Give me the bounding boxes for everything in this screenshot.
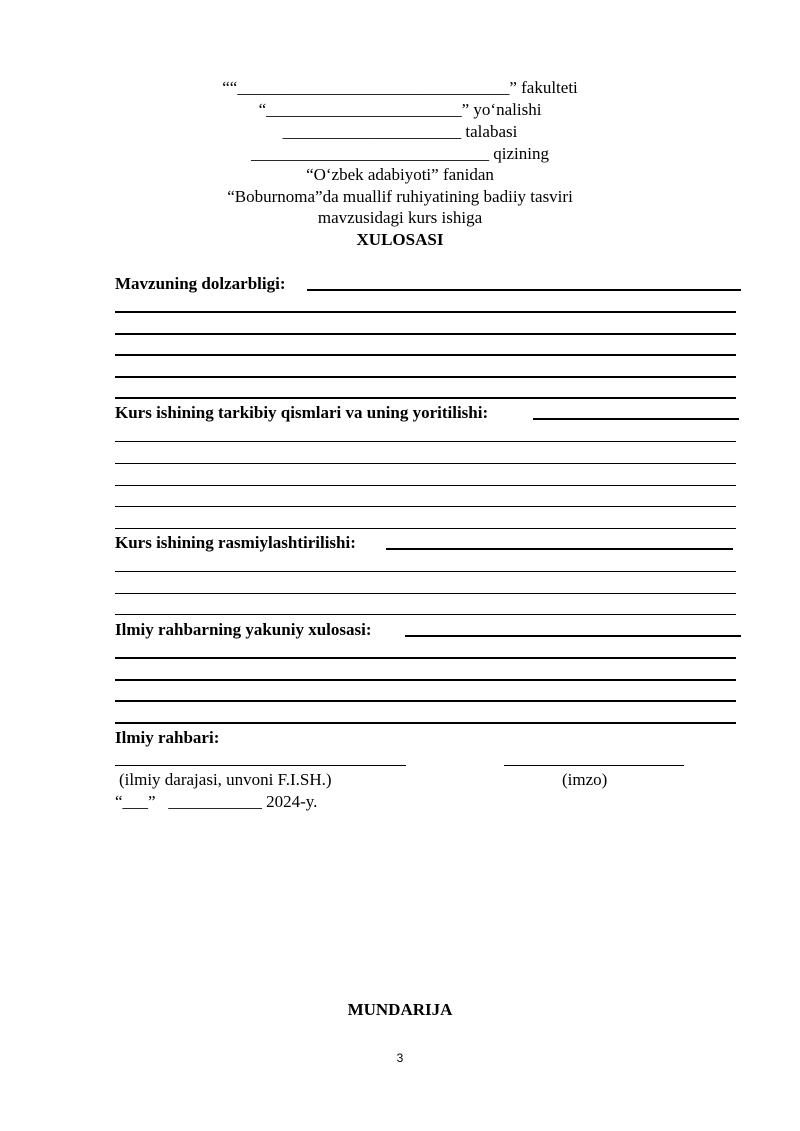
formatting-writing-line[interactable]	[115, 593, 736, 594]
supervisor-name-line[interactable]	[115, 765, 406, 766]
work-line: mavzusidagi kurs ishiga	[317, 208, 483, 227]
relevance-label: Mavzuning dolzarbligi:	[115, 274, 286, 293]
conclusion-writing-line[interactable]	[115, 679, 736, 681]
supervisor-label: Ilmiy rahbari:	[115, 728, 220, 747]
structure-writing-line[interactable]	[115, 463, 736, 464]
topic-line: “Boburnoma”da muallif ruhiyatining badiiy tasviri	[227, 187, 573, 206]
conclusion-label: Ilmiy rahbarning yakuniy xulosasi:	[115, 620, 372, 639]
structure-writing-line[interactable]	[115, 485, 736, 486]
page-number: 3	[396, 1051, 404, 1065]
supervisor-name-caption: (ilmiy darajasi, unvoni F.I.SH.)	[119, 770, 332, 789]
relevance-writing-line[interactable]	[115, 333, 736, 335]
structure-writing-line[interactable]	[115, 506, 736, 507]
relevance-input-line[interactable]	[307, 289, 741, 291]
structure-writing-line[interactable]	[115, 528, 736, 529]
relevance-writing-line[interactable]	[115, 311, 736, 313]
relevance-writing-line[interactable]	[115, 354, 736, 356]
student-name-line: ____________________________ qizining	[251, 144, 549, 163]
structure-input-line[interactable]	[533, 418, 739, 420]
contents-heading: MUNDARIJA	[347, 1000, 453, 1019]
structure-writing-line[interactable]	[115, 441, 736, 442]
formatting-writing-line[interactable]	[115, 614, 736, 615]
formatting-input-line[interactable]	[386, 548, 733, 550]
formatting-writing-line[interactable]	[115, 571, 736, 572]
date-line[interactable]: “___” ___________ 2024-y.	[115, 792, 318, 811]
document-title: XULOSASI	[356, 230, 444, 249]
conclusion-input-line[interactable]	[405, 635, 741, 637]
subject-line: “O‘zbek adabiyoti” fanidan	[306, 165, 494, 184]
conclusion-writing-line[interactable]	[115, 700, 736, 702]
conclusion-writing-line[interactable]	[115, 722, 736, 724]
signature-line[interactable]	[504, 765, 684, 766]
student-line: _____________________ talabasi	[282, 122, 518, 141]
faculty-line: ““________________________________” fakulteti	[222, 78, 578, 97]
relevance-writing-line[interactable]	[115, 376, 736, 378]
structure-label: Kurs ishining tarkibiy qismlari va uning yoritilishi:	[115, 403, 489, 422]
signature-caption: (imzo)	[562, 770, 608, 789]
relevance-writing-line[interactable]	[115, 397, 736, 399]
formatting-label: Kurs ishining rasmiylashtirilishi:	[115, 533, 356, 552]
direction-line: “_______________________” yo‘nalishi	[258, 100, 542, 119]
conclusion-writing-line[interactable]	[115, 657, 736, 659]
